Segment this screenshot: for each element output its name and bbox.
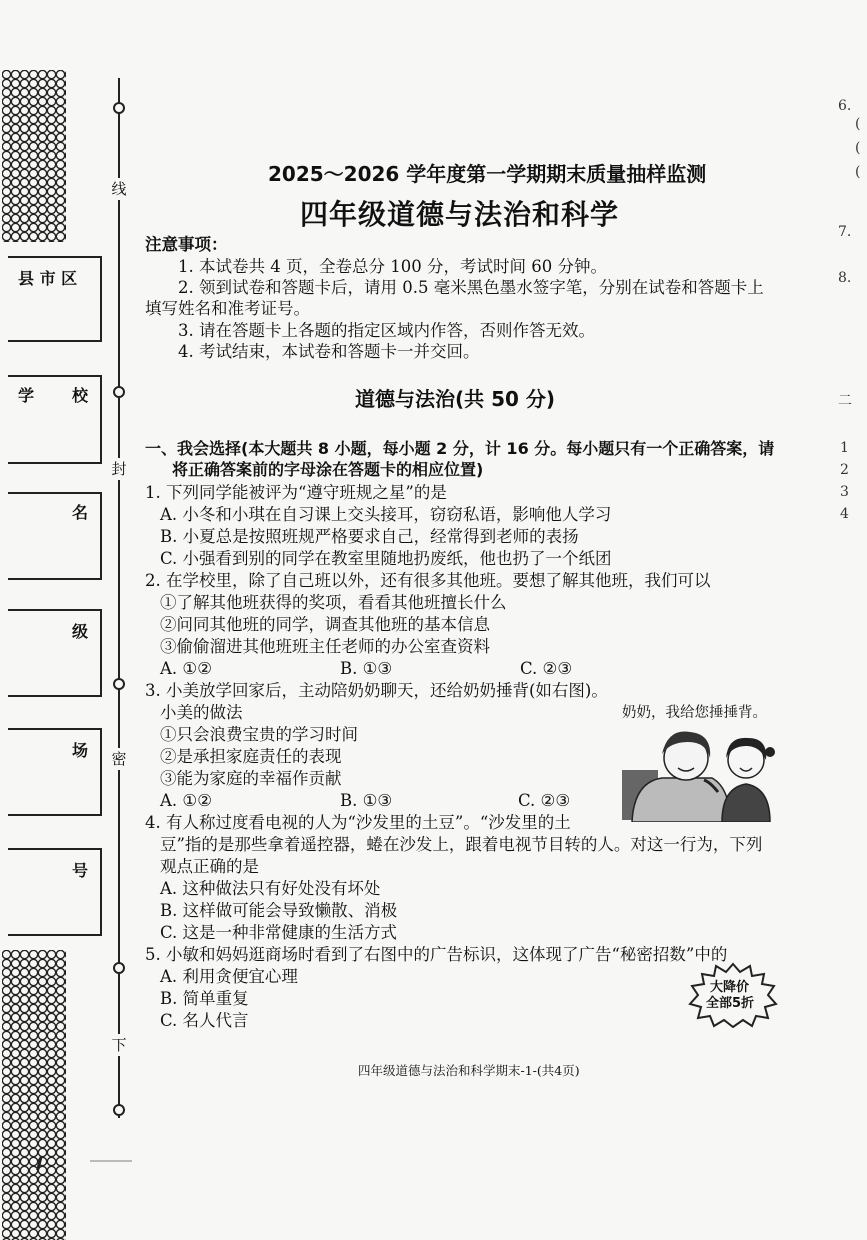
sale-sign-line1: 大降价	[710, 980, 750, 995]
binding-circle	[113, 102, 125, 114]
notice-item: 4. 考试结束，本试卷和答题卡一并交回。	[178, 342, 480, 361]
question-3-option-b[interactable]: B. ①③	[340, 791, 393, 810]
next-page-fragment: 8.	[838, 270, 852, 286]
question-1-option-b[interactable]: B. 小夏总是按照班规严格要求自己，经常得到老师的表扬	[160, 527, 579, 546]
name-field-label: 名	[72, 503, 89, 522]
page-footer: 四年级道德与法治和科学期末-1-(共4页)	[358, 1063, 580, 1078]
next-page-fragment: 7.	[838, 224, 852, 240]
question-2-stem: 2. 在学校里，除了自己班以外，还有很多其他班。要想了解其他班，我们可以	[145, 571, 711, 590]
grandma-illustration	[622, 722, 782, 822]
notice-item: 2. 领到试卷和答题卡后，请用 0.5 毫米黑色墨水签字笔，分别在试卷和答题卡上	[178, 278, 764, 297]
part-heading: 一、我会选择(本大题共 8 小题，每小题 2 分，计 16 分。每小题只有一个正确答案，请	[145, 439, 775, 458]
next-page-fragment: (	[855, 164, 861, 180]
question-5-option-b[interactable]: B. 简单重复	[160, 989, 249, 1008]
question-3-statement: ①只会浪费宝贵的学习时间	[160, 725, 358, 744]
question-1-option-a[interactable]: A. 小冬和小琪在自习课上交头接耳，窃窃私语，影响他人学习	[160, 505, 612, 524]
question-1-stem: 1. 下列同学能被评为“遵守班规之星”的是	[145, 483, 447, 502]
section-title: 道德与法治(共 50 分)	[355, 387, 556, 411]
school-field-label-2: 校	[72, 386, 89, 405]
exam-room-field-label: 场	[72, 741, 89, 760]
subject-title: 四年级道德与法治和科学	[300, 198, 620, 231]
question-2-option-b[interactable]: B. ①③	[340, 659, 393, 678]
number-field-label: 号	[72, 861, 89, 880]
question-4-option-c[interactable]: C. 这是一种非常健康的生活方式	[160, 923, 398, 942]
part-heading-cont: 将正确答案前的字母涂在答题卡的相应位置)	[172, 460, 484, 479]
binding-label-seal: 封	[108, 458, 130, 480]
county-field-label: 县 市 区	[18, 269, 78, 288]
question-4-stem-cont: 豆”指的是那些拿着遥控器，蜷在沙发上，跟着电视节目转的人。对这一行为，下列	[160, 835, 763, 854]
next-page-fragment: (	[855, 116, 861, 132]
notice-item: 填写姓名和准考证号。	[145, 299, 310, 318]
binding-dot-pattern-bottom	[2, 950, 66, 1240]
question-4-option-a[interactable]: A. 这种做法只有好处没有坏处	[160, 879, 381, 898]
binding-circle	[113, 962, 125, 974]
question-2-option-a[interactable]: A. ①②	[160, 659, 212, 678]
question-1-option-c[interactable]: C. 小强看到别的同学在教室里随地扔废纸，他也扔了一个纸团	[160, 549, 612, 568]
question-2-statement: ①了解其他班获得的奖项，看看其他班擅长什么	[160, 593, 507, 612]
speech-bubble-text: 奶奶，我给您捶捶背。	[622, 705, 767, 721]
corner-line	[90, 1160, 132, 1162]
next-page-fragment: 1	[840, 440, 849, 456]
next-page-fragment: 6.	[838, 98, 852, 114]
question-4-option-b[interactable]: B. 这样做可能会导致懒散、消极	[160, 901, 398, 920]
question-3-sub: 小美的做法	[160, 703, 243, 722]
notice-heading: 注意事项：	[145, 235, 228, 254]
question-2-option-c[interactable]: C. ②③	[520, 659, 573, 678]
sale-sign-line2: 全部5折	[706, 996, 755, 1011]
question-5-option-a[interactable]: A. 利用贪便宜心理	[160, 967, 298, 986]
notice-item: 3. 请在答题卡上各题的指定区域内作答，否则作答无效。	[178, 321, 595, 340]
question-4-stem-cont: 观点正确的是	[160, 857, 259, 876]
binding-label-line: 线	[108, 178, 130, 200]
question-3-stem: 3. 小美放学回家后，主动陪奶奶聊天，还给奶奶捶背(如右图)。	[145, 681, 608, 700]
next-page-fragment: 3	[840, 484, 849, 500]
question-3-option-a[interactable]: A. ①②	[160, 791, 212, 810]
binding-circle	[113, 386, 125, 398]
next-page-fragment: 二	[838, 393, 852, 409]
class-field-label: 级	[72, 622, 89, 641]
school-field-label-1: 学	[18, 386, 35, 405]
notice-item: 1. 本试卷共 4 页，全卷总分 100 分，考试时间 60 分钟。	[178, 257, 607, 276]
question-2-statement: ③偷偷溜进其他班班主任老师的办公室查资料	[160, 637, 490, 656]
next-page-fragment: 4	[840, 506, 849, 522]
question-5-stem: 5. 小敏和妈妈逛商场时看到了右图中的广告标识，这体现了广告“秘密招数”中的	[145, 945, 728, 964]
binding-dot-pattern-top	[2, 70, 66, 242]
binding-label-secret: 密	[108, 748, 130, 770]
question-2-statement: ②问同其他班的同学，调查其他班的基本信息	[160, 615, 490, 634]
question-3-statement: ②是承担家庭责任的表现	[160, 747, 342, 766]
binding-label-down: 下	[108, 1034, 130, 1056]
exam-title: 2025～2026 学年度第一学期期末质量抽样监测	[268, 162, 707, 186]
binding-circle	[113, 678, 125, 690]
next-page-fragment: (	[855, 140, 861, 156]
binding-circle	[113, 1104, 125, 1116]
question-4-stem: 4. 有人称过度看电视的人为“沙发里的土豆”。“沙发里的土	[145, 813, 571, 832]
question-5-option-c[interactable]: C. 名人代言	[160, 1011, 249, 1030]
question-3-option-c[interactable]: C. ②③	[518, 791, 571, 810]
next-page-fragment: 2	[840, 462, 849, 478]
question-3-statement: ③能为家庭的幸福作贡献	[160, 769, 342, 788]
